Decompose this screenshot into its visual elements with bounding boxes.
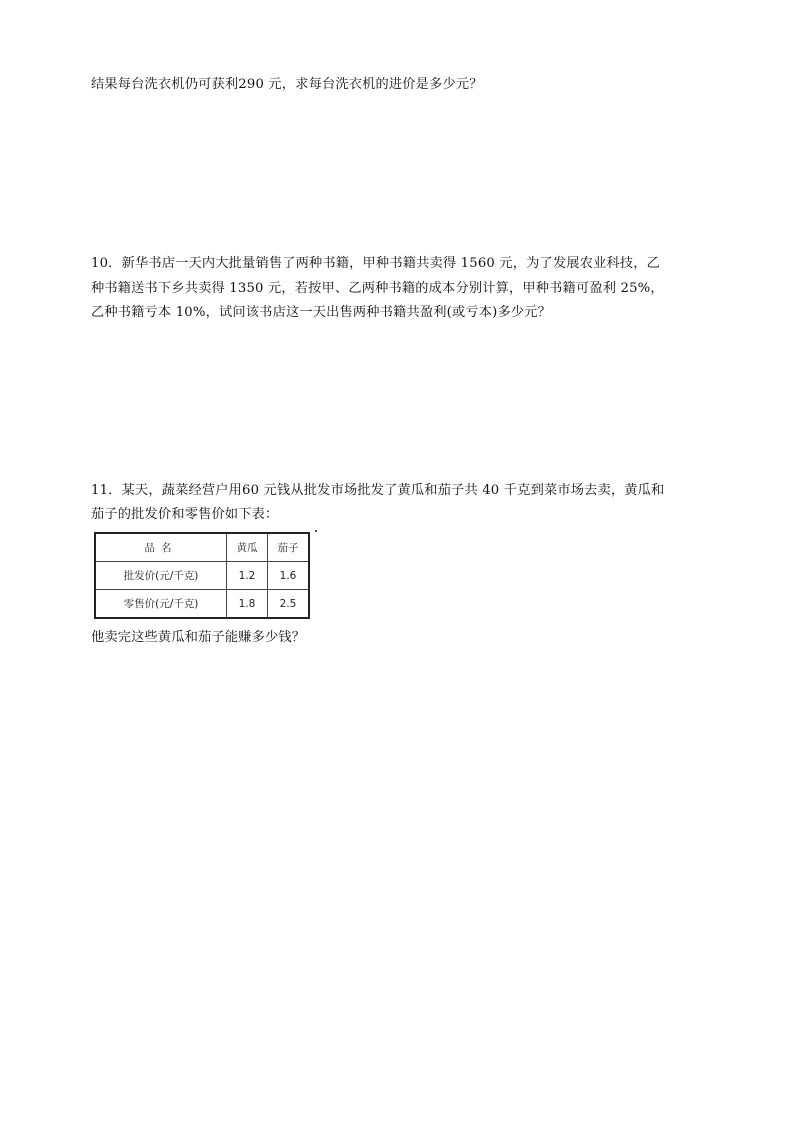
row-label-retail: 零售价(元/千克) <box>95 590 227 619</box>
problem-11-question: 他卖完这些黄瓜和茄子能赚多少钱？ <box>91 630 306 645</box>
cell-wholesale-eggplant: 1.6 <box>268 562 310 590</box>
problem-11-line-1: 11．某天，蔬菜经营户用60 元钱从批发市场批发了黄瓜和茄子共 40 千克到菜市场去卖，黄瓜和 <box>91 483 665 498</box>
cell-retail-cucumber: 1.8 <box>227 590 268 619</box>
table-row <box>95 562 309 590</box>
problem-10-line-1: 10．新华书店一天内大批量销售了两种书籍，甲种书籍共卖得 1560 元，为了发展农业科技，乙 <box>91 256 661 271</box>
header-cell-item: 品名 <box>95 533 227 562</box>
header-cell-eggplant: 茄子 <box>268 533 310 562</box>
problem-10-line-3: 乙种书籍亏本 10%，试问该书店这一天出售两种书籍共盈利(或亏本)多少元？ <box>91 305 552 320</box>
cell-wholesale-cucumber: 1.2 <box>227 562 268 590</box>
cell-retail-eggplant: 2.5 <box>268 590 310 619</box>
table-row <box>95 590 309 619</box>
table-corner-mark <box>315 530 317 532</box>
problem-10-line-2: 种书籍送书下乡共卖得 1350 元，若按甲、乙两种书籍的成本分别计算，甲种书籍可盈利 25%， <box>91 281 664 296</box>
price-table <box>94 532 310 619</box>
problem-9-tail-text: 结果每台洗衣机仍可获利290 元，求每台洗衣机的进价是多少元？ <box>91 77 483 92</box>
row-label-wholesale: 批发价(元/千克) <box>95 562 227 590</box>
table-header-row <box>95 533 309 562</box>
header-cell-cucumber: 黄瓜 <box>227 533 268 562</box>
problem-11-line-2: 茄子的批发价和零售价如下表： <box>91 507 279 522</box>
